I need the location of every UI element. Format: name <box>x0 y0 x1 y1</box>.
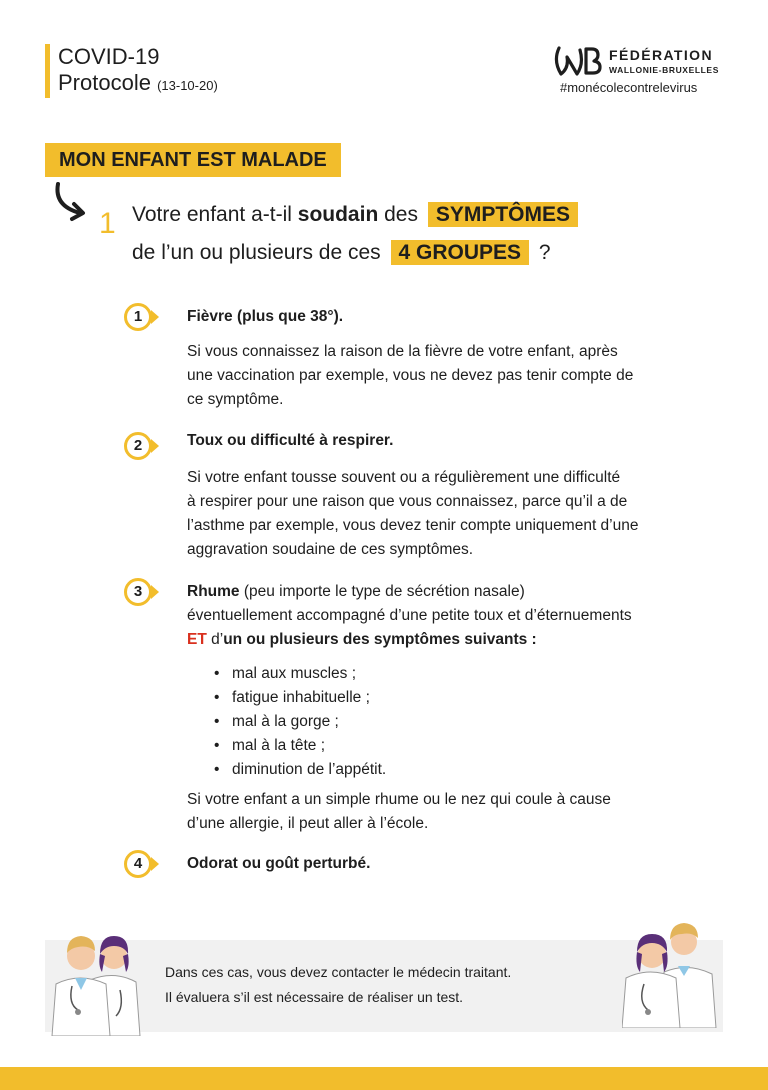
group-3-line3 <box>187 628 632 652</box>
group-2-line: à respirer pour une raison que vous connaissez, parce qu’il a de <box>187 493 628 510</box>
question-line2 <box>132 234 582 272</box>
hashtag: #monécolecontrelevirus <box>560 80 698 95</box>
group-3-line2: éventuellement accompagné d’une petite toux et d’éternuements <box>187 607 632 624</box>
question-text-2: des <box>378 203 418 226</box>
section-heading: MON ENFANT EST MALADE <box>45 143 341 177</box>
fwb-logo <box>553 44 723 78</box>
badge-pointer <box>151 310 159 324</box>
question-text-1: Votre enfant a-t-il <box>132 203 298 226</box>
group-1-description <box>187 340 633 412</box>
group-2-badge <box>124 432 166 460</box>
group-1-title: Fièvre (plus que 38°). <box>187 308 344 325</box>
group-2-line: l’asthme par exemple, vous devez tenir compte uniquement d’une <box>187 517 639 534</box>
list-item: • mal à la gorge ; <box>214 710 386 734</box>
doctors-right-illustration <box>622 912 718 1028</box>
group-3-line3-mid: d’ <box>206 631 224 648</box>
group-3-title: Rhume <box>187 583 240 600</box>
header-date: (13-10-20) <box>157 78 218 93</box>
question-line1 <box>132 196 582 234</box>
doctors-left-illustration <box>50 920 146 1036</box>
header-accent-bar <box>45 44 50 98</box>
group-1-number: 1 <box>124 303 152 331</box>
question-emphasis: soudain <box>297 203 379 226</box>
fwb-logo-icon <box>553 44 603 78</box>
header-title-block <box>58 44 218 99</box>
footer-line: Dans ces cas, vous devez contacter le médecin traitant. <box>165 964 512 980</box>
list-item: • mal à la tête ; <box>214 734 386 758</box>
badge-pointer <box>151 439 159 453</box>
symptom-list <box>214 662 386 782</box>
logo-line2: WALLONIE-BRUXELLES <box>609 65 719 75</box>
question-mark: ? <box>538 241 551 264</box>
list-item: • fatigue inhabituelle ; <box>214 686 386 710</box>
footer-text <box>165 960 511 1010</box>
group-3-line1 <box>187 580 632 604</box>
highlight-symptomes: SYMPTÔMES <box>428 202 578 227</box>
badge-pointer <box>151 585 159 599</box>
header-subtitle: Protocole <box>58 70 151 95</box>
group-2-line: Si votre enfant tousse souvent ou a régulièrement une difficulté <box>187 469 621 486</box>
group-1-line: ce symptôme. <box>187 391 284 408</box>
header-subtitle-line <box>58 70 218 99</box>
et-emphasis: ET <box>187 631 207 648</box>
group-4-number: 4 <box>124 850 152 878</box>
badge-pointer <box>151 857 159 871</box>
group-3-number: 3 <box>124 578 152 606</box>
list-item: • diminution de l’appétit. <box>214 758 386 782</box>
group-2-description <box>187 466 638 562</box>
group-4-title: Odorat ou goût perturbé. <box>187 855 371 872</box>
main-question <box>132 196 582 272</box>
logo-line1: FÉDÉRATION <box>609 47 713 63</box>
group-2-title: Toux ou difficulté à respirer. <box>187 432 394 449</box>
group-3-note <box>187 788 611 836</box>
header-title: COVID-19 <box>58 44 160 69</box>
curved-arrow-icon <box>50 180 94 224</box>
footer-line: Il évaluera s’il est nécessaire de réaliser un test. <box>165 989 464 1005</box>
group-4-badge <box>124 850 166 878</box>
group-3-description <box>187 580 632 652</box>
list-item: • mal aux muscles ; <box>214 662 386 686</box>
group-3-title-rest: (peu importe le type de sécrétion nasale) <box>239 583 525 600</box>
group-3-note-line: d’une allergie, il peut aller à l’école. <box>187 815 429 832</box>
group-3-badge <box>124 578 166 606</box>
step-number: 1 <box>99 207 116 240</box>
bottom-accent-stripe <box>0 1067 768 1090</box>
group-2-number: 2 <box>124 432 152 460</box>
question-text-3: de l’un ou plusieurs de ces <box>132 241 381 264</box>
group-3-line3-bold: un ou plusieurs des symptômes suivants : <box>223 631 537 648</box>
group-1-line: Si vous connaissez la raison de la fièvre de votre enfant, après <box>187 343 618 360</box>
highlight-groupes: 4 GROUPES <box>391 240 530 265</box>
group-1-badge <box>124 303 166 331</box>
group-1-line: une vaccination par exemple, vous ne devez pas tenir compte de <box>187 367 634 384</box>
group-3-note-line: Si votre enfant a un simple rhume ou le nez qui coule à cause <box>187 791 611 808</box>
group-2-line: aggravation soudaine de ces symptômes. <box>187 541 474 558</box>
